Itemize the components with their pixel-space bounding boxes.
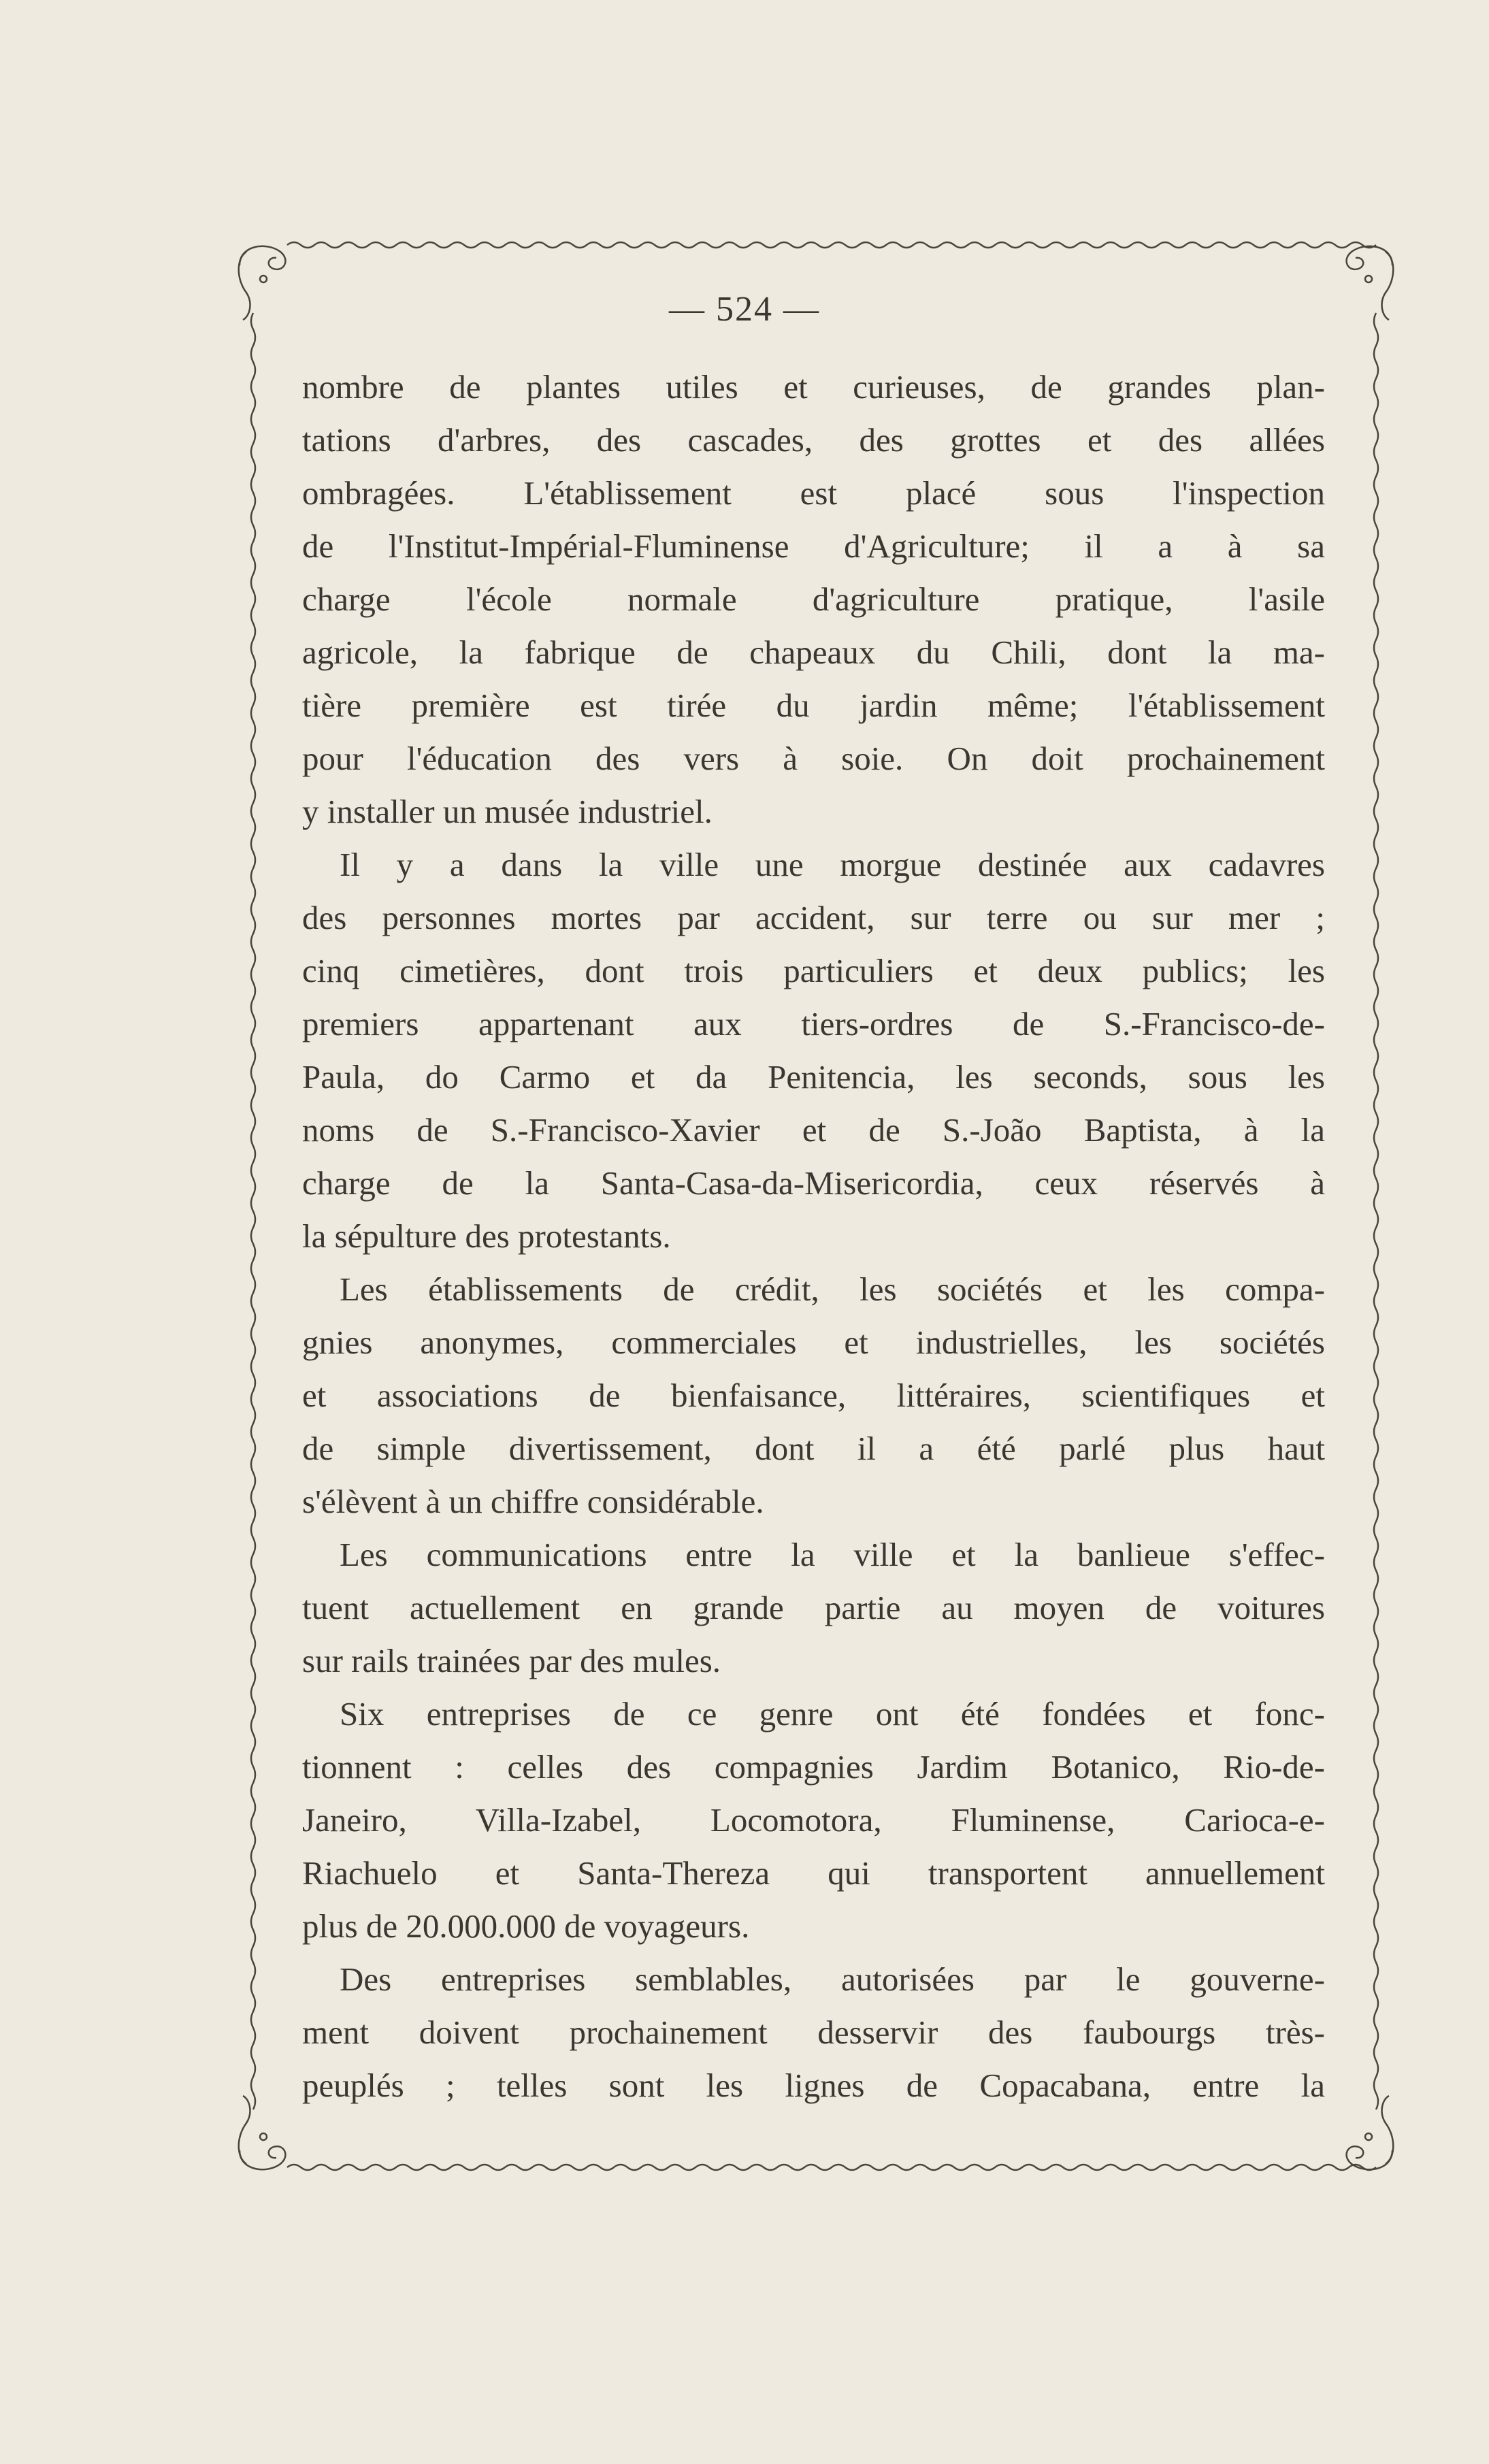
text-line: nombre de plantes utiles et curieuses, de grandes plan-	[302, 368, 1325, 406]
text-line: cinq cimetières, dont trois particuliers et deux publics; les	[302, 952, 1325, 989]
text-line: et associations de bienfaisance, littéraires, scientifiques et	[302, 1377, 1325, 1414]
text-line: ombragées. L'établissement est placé sous l'inspection	[302, 474, 1325, 512]
paragraph	[302, 1263, 1325, 1528]
paragraph	[302, 1528, 1325, 1688]
body-text	[302, 361, 1325, 2112]
page-number: — 524 —	[669, 290, 820, 329]
text-line: gnies anonymes, commerciales et industrielles, les sociétés	[302, 1324, 1325, 1361]
text-line: tuent actuellement en grande partie au moyen de voitures	[302, 1589, 1325, 1626]
text-line: la sépulture des protestants.	[302, 1217, 671, 1255]
text-line: de l'Institut-Impérial-Fluminense d'Agriculture; il a à sa	[302, 527, 1325, 565]
paragraph	[302, 838, 1325, 1263]
text-line: sur rails trainées par des mules.	[302, 1642, 721, 1679]
text-line: plus de 20.000.000 de voyageurs.	[302, 1907, 750, 1945]
text-line: Paula, do Carmo et da Penitencia, les seconds, sous les	[302, 1058, 1325, 1096]
text-line: Janeiro, Villa-Izabel, Locomotora, Fluminense, Carioca-e-	[302, 1801, 1325, 1839]
text-line: Riachuelo et Santa-Thereza qui transportent annuellement	[302, 1854, 1325, 1892]
text-line: agricole, la fabrique de chapeaux du Chili, dont la ma-	[302, 634, 1325, 671]
text-line: peuplés ; telles sont les lignes de Copacabana, entre la	[302, 2067, 1325, 2104]
text-line: charge l'école normale d'agriculture pratique, l'asile	[302, 580, 1325, 618]
paragraph	[302, 361, 1325, 838]
text-line: charge de la Santa-Casa-da-Misericordia, ceux réservés à	[302, 1164, 1325, 1202]
text-line: des personnes mortes par accident, sur terre ou sur mer ;	[302, 899, 1325, 936]
paragraph	[302, 1688, 1325, 1953]
text-line: Les communications entre la ville et la banlieue s'effec-	[340, 1536, 1325, 1573]
text-line: Les établissements de crédit, les sociétés et les compa-	[340, 1270, 1325, 1308]
text-line: s'élèvent à un chiffre considérable.	[302, 1483, 764, 1520]
text-line: premiers appartenant aux tiers-ordres de S.-Francisco-de-	[302, 1005, 1325, 1042]
text-line: Il y a dans la ville une morgue destinée aux cadavres	[340, 846, 1325, 883]
text-line: pour l'éducation des vers à soie. On doit prochainement	[302, 740, 1325, 777]
text-line: Six entreprises de ce genre ont été fondées et fonc-	[340, 1695, 1325, 1732]
text-line: noms de S.-Francisco-Xavier et de S.-João Baptista, à la	[302, 1111, 1325, 1149]
text-line: ment doivent prochainement desservir des faubourgs très-	[302, 2014, 1325, 2051]
text-line: tations d'arbres, des cascades, des grottes et des allées	[302, 421, 1325, 459]
text-line: Des entreprises semblables, autorisées par le gouverne-	[340, 1960, 1325, 1998]
text-line: y installer un musée industriel.	[302, 793, 713, 830]
text-line: de simple divertissement, dont il a été parlé plus haut	[302, 1430, 1325, 1467]
text-line: tière première est tirée du jardin même; l'établissement	[302, 687, 1325, 724]
paragraph	[302, 1953, 1325, 2112]
text-line: tionnent : celles des compagnies Jardim Botanico, Rio-de-	[302, 1748, 1325, 1786]
